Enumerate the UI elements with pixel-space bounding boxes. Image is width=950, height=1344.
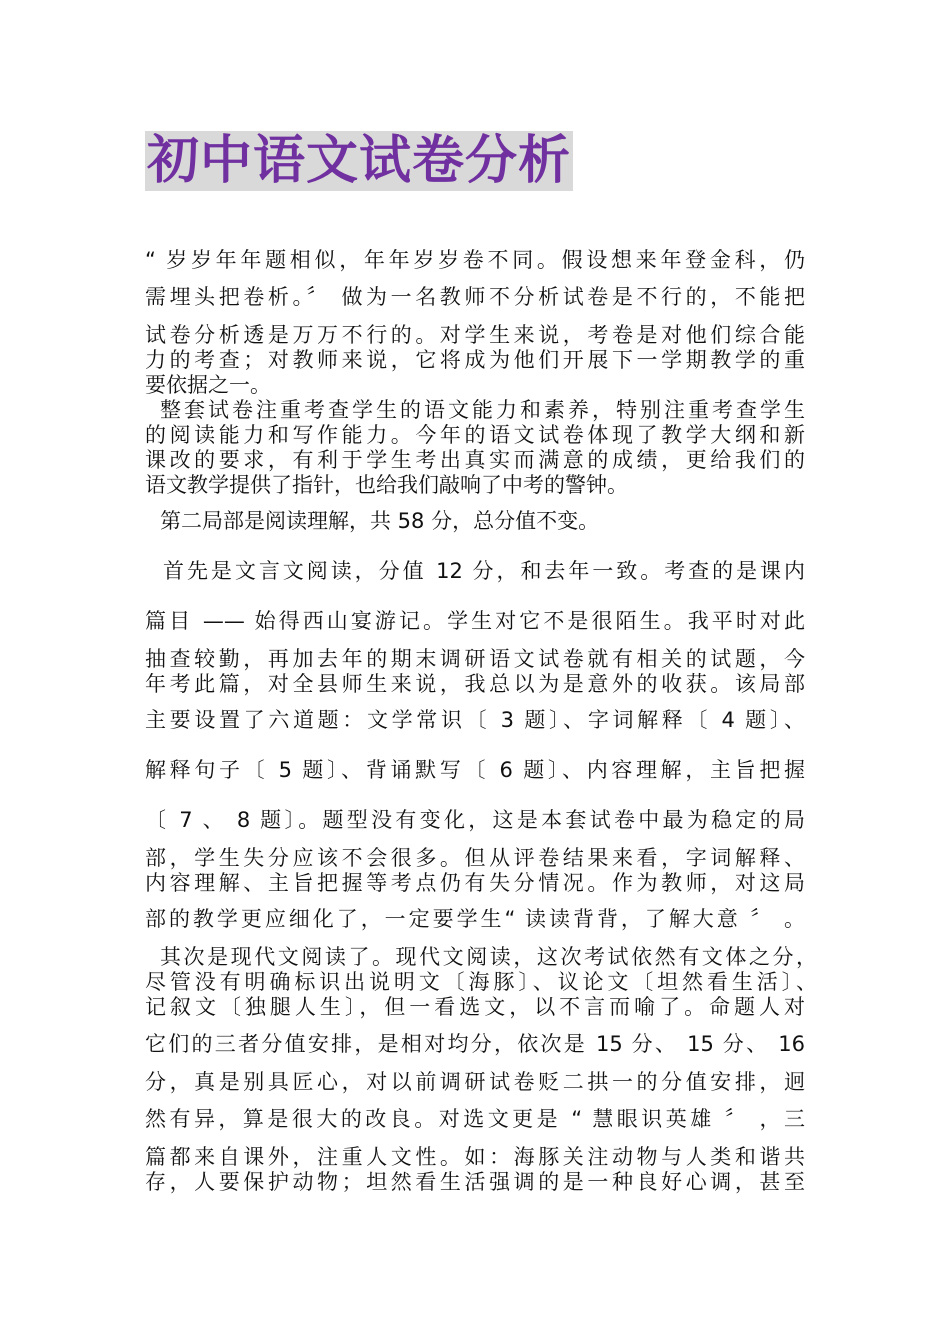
paragraph-line: 要依据之一。 bbox=[145, 373, 271, 397]
paragraph-line: 其次是现代文阅读了。现代文阅读，这次考试依然有文体之分， bbox=[160, 945, 817, 969]
paragraph-line: 然有异，算是很大的改良。对选文更是 “ 慧眼识英雄 〞 ，三 bbox=[145, 1107, 805, 1131]
paragraph-line: 部，学生失分应该不会很多。但从评卷结果来看，字词解释、 bbox=[145, 846, 805, 870]
paragraph-line: 课改的要求，有利于学生考出真实而满意的成绩，更给我们的 bbox=[145, 448, 805, 472]
paragraph-line: 内容理解、主旨把握等考点仍有失分情况。作为教师，对这局 bbox=[145, 871, 805, 895]
paragraph-line: 部的教学更应细化了，一定要学生“ 读读背背，了解大意 〞 。 bbox=[145, 907, 805, 931]
paragraph-line: 整套试卷注重考查学生的语文能力和素养，特别注重考查学生 bbox=[160, 398, 805, 422]
paragraph-line: 第二局部是阅读理解，共 58 分，总分值不变。 bbox=[160, 509, 600, 533]
document-title: 初中语文试卷分析 bbox=[147, 131, 572, 191]
paragraph-line: 语文教学提供了指针，也给我们敲响了中考的警钟。 bbox=[145, 473, 628, 497]
paragraph-line: 首先是文言文阅读，分值 12 分，和去年一致。考查的是课内 bbox=[163, 559, 805, 583]
paragraph-line: 尽管没有明确标识出说明文〔海豚〕、议论文〔坦然看生活〕、 bbox=[145, 970, 817, 994]
paragraph-line: 的阅读能力和写作能力。今年的语文试卷体现了教学大纲和新 bbox=[145, 423, 805, 447]
paragraph-line: 试卷分析透是万万不行的。对学生来说，考卷是对他们综合能 bbox=[145, 323, 805, 347]
paragraph-line: 篇目 —— 始得西山宴游记。学生对它不是很陌生。我平时对此 bbox=[145, 609, 805, 633]
paragraph-line: 抽查较勤，再加去年的期末调研语文试卷就有相关的试题，今 bbox=[145, 647, 805, 671]
paragraph-line: 存，人要保护动物；坦然看生活强调的是一种良好心调，甚至 bbox=[145, 1170, 805, 1194]
paragraph-line: 解释句子〔 5 题〕、背诵默写〔 6 题〕、内容理解，主旨把握 bbox=[145, 758, 805, 782]
paragraph-line: “ 岁岁年年题相似，年年岁岁卷不同。假设想来年登金科，仍 bbox=[145, 248, 805, 272]
paragraph-line: 它们的三者分值安排，是相对均分，依次是 15 分、 15 分、 16 bbox=[145, 1032, 805, 1056]
paragraph-line: 分，真是别具匠心，对以前调研试卷贬二拱一的分值安排，迥 bbox=[145, 1070, 805, 1094]
paragraph-line: 需埋头把卷析。〞 做为一名教师不分析试卷是不行的，不能把 bbox=[145, 285, 805, 309]
paragraph-line: 年考此篇，对全县师生来说，我总以为是意外的收获。该局部 bbox=[145, 672, 805, 696]
paragraph-line: 篇都来自课外，注重人文性。如：海豚关注动物与人类和谐共 bbox=[145, 1145, 805, 1169]
paragraph-line: 〔 7 、 8 题〕。题型没有变化，这是本套试卷中最为稳定的局 bbox=[145, 808, 805, 832]
paragraph-line: 记叙文〔独腿人生〕，但一看选文，以不言而喻了。命题人对 bbox=[145, 995, 805, 1019]
paragraph-line: 主要设置了六道题：文学常识〔 3 题〕、字词解释〔 4 题〕、 bbox=[145, 708, 805, 732]
paragraph-line: 力的考查；对教师来说，它将成为他们开展下一学期教学的重 bbox=[145, 348, 805, 372]
